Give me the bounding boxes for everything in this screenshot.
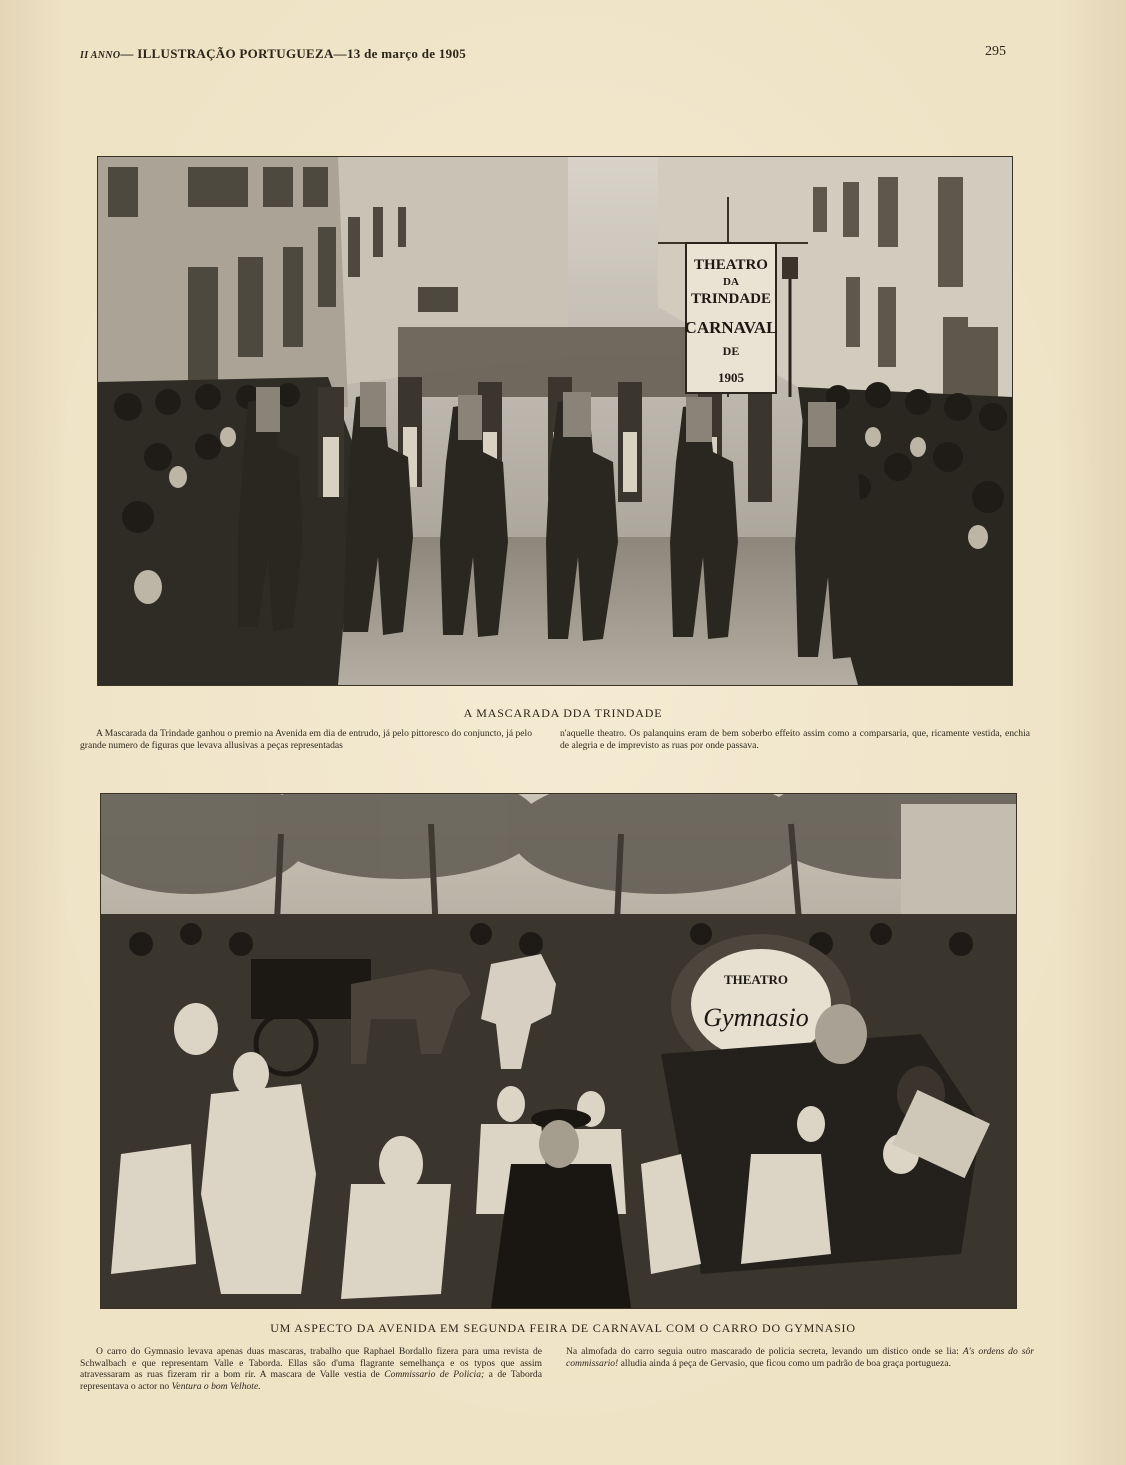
- banner-line-da: DA: [723, 276, 739, 288]
- float-banner-gymnasio: Gymnasio: [703, 1003, 809, 1032]
- bottom-caption-paragraph-left: [80, 1346, 542, 1392]
- bottom-photo-caption-title: UM ASPECTO DA AVENIDA EM SEGUNDA FEIRA DE CARNAVAL COM O CARRO DO GYMNASIO: [270, 1321, 856, 1335]
- bottom-caption-paragraph-right: [566, 1346, 1034, 1369]
- top-photo-caption-title: A MASCARADA DDA TRINDADE: [463, 706, 663, 720]
- bottom-caption-left-part2: a de Taborda representava o actor no: [80, 1369, 542, 1392]
- top-caption-paragraph-right: n'aquelle theatro. Os palanquins eram de bem soberbo effeito assim como a comparsaria, que, ricamente vestida, enchia de alegria e de imprevisto as ruas por onde passava.: [560, 728, 1030, 751]
- carnival-parade-photo: [97, 156, 1013, 686]
- bottom-caption-right-part1: Na almofada do carro seguia outro mascarado de policia secreta, levando um distico onde se lia:: [566, 1346, 959, 1357]
- banner-line-theatro: THEATRO: [694, 257, 768, 273]
- bottom-caption-left-italic1: Commissario de Policia;: [384, 1369, 485, 1380]
- bottom-caption-left-part1: O carro do Gymnasio levava apenas duas mascaras, trabalho que Raphael Bordallo fizera para uma revista de Schwalbach e que representam Valle e Taborda. Ellas são d'uma flagrante semelhança e os typos que assim atravessaram as ruas fizeram rir a bom rir. A mascara de Valle vestia de: [80, 1346, 542, 1380]
- page-number: 295: [985, 44, 1006, 59]
- issue-prefix: II ANNO: [80, 50, 121, 61]
- top-caption-paragraph-left: A Mascarada da Trindade ganhou o premio na Avenida em dia de entrudo, já pelo pittoresco do conjuncto, já pelo grande numero de figuras que levava allusivas a peças representadas: [80, 728, 532, 751]
- bottom-caption-text-left: [80, 1346, 542, 1392]
- top-caption-text-left: [80, 728, 532, 751]
- publication-line: — ILLUSTRAÇÃO PORTUGUEZA—13 de março de 1905: [120, 46, 467, 61]
- banner-line-de: DE: [722, 344, 740, 358]
- banner-line-carnaval: CARNAVAL: [684, 318, 778, 337]
- bottom-caption-right-italic: A's ordens do sôr commissario!: [566, 1346, 1034, 1369]
- bottom-caption-text-right: [566, 1346, 1034, 1369]
- float-banner-theatro: THEATRO: [723, 972, 789, 987]
- top-caption-text-right: [560, 728, 1030, 751]
- avenida-carnival-photo: [100, 793, 1017, 1309]
- banner-line-year: 1905: [718, 370, 744, 385]
- bottom-caption-left-italic2: Ventura o bom Velhote.: [171, 1380, 261, 1392]
- header-title: [80, 46, 466, 62]
- bottom-caption-right-part2: alludia ainda á peça de Gervasio, que ficou como um padrão de boa graça portugueza.: [620, 1357, 951, 1369]
- banner-line-trindade: TRINDADE: [690, 291, 772, 307]
- page-header: [80, 46, 1006, 68]
